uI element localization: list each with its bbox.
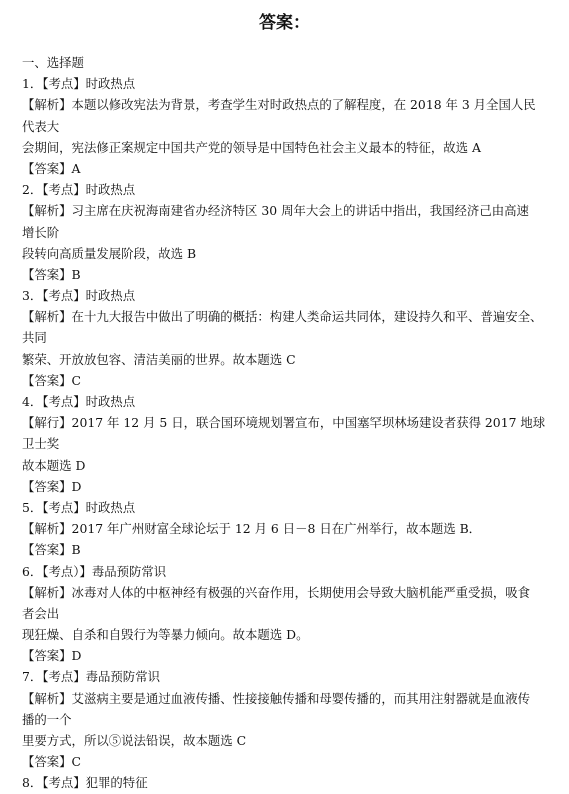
- question-block: [22, 285, 552, 391]
- answer-line: 【答案】C: [22, 372, 82, 388]
- question-point: 8．【考点】犯罪的特征: [22, 775, 148, 791]
- question-block: [22, 561, 552, 667]
- analysis-line: 段转向高质量发展阶段，故选 B: [22, 245, 197, 261]
- question-point: 7．【考点】毒品预防常识: [22, 669, 160, 685]
- analysis-line: 现狂燥、自杀和自毁行为等暴力倾向。故本题选 D。: [22, 627, 309, 643]
- answer-content: [22, 52, 552, 794]
- question-point: 2．【考点】时政热点: [22, 182, 136, 198]
- analysis-line: 卫士奖: [22, 436, 60, 452]
- question-point: 6．【考点）】毒品预防常识: [22, 563, 167, 579]
- analysis-line: 【解析】艾滋病主要是通过血液传播、性接接触传播和母婴传播的，而其用注射器就是血液传: [22, 690, 531, 706]
- question-point: 3．【考点】时政热点: [22, 288, 136, 304]
- answer-line: 【答案】C: [22, 754, 82, 770]
- question-block: [22, 666, 552, 772]
- analysis-line: 代表大: [22, 118, 60, 134]
- analysis-line: 【解行】2017 年 12 月 5 日，联合国环境规划署宣布，中国塞罕坝林场建设者获得 2017 地球: [22, 415, 546, 431]
- analysis-line: 者会出: [22, 605, 60, 621]
- analysis-line: 【解析】在十九大报告中做出了明确的概括：构建人类命运共同体，建设持久和平、普遍安全、: [22, 309, 543, 325]
- question-block: [22, 73, 552, 179]
- question-block: [22, 179, 552, 285]
- section-heading: 一、选择题: [22, 55, 84, 70]
- analysis-line: 增长阶: [22, 224, 60, 240]
- question-block: [22, 391, 552, 497]
- answer-line: 【答案】B: [22, 542, 81, 558]
- question-point: 5．【考点】时政热点: [22, 499, 136, 515]
- analysis-line: 共同: [22, 330, 47, 346]
- analysis-line: 【解析】本题以修改宪法为背景，考查学生对时政热点的了解程度，在 2018 年 3 月全国人民: [22, 97, 536, 113]
- answer-line: 【答案】A: [22, 160, 81, 176]
- question-point: 1．【考点】时政热点: [22, 76, 136, 92]
- page-title: 答案：: [259, 13, 310, 33]
- question-point: 4．【考点】时政热点: [22, 394, 136, 409]
- answer-line: 【答案】D: [22, 648, 82, 664]
- answer-line: 【答案】D: [22, 478, 82, 494]
- analysis-line: 【解析】2017 年广州财富全球论坛于 12 月 6 日－8 日在广州举行，故本题选 B．: [22, 521, 482, 537]
- analysis-line: 播的一个: [22, 711, 72, 727]
- question-block: [22, 497, 552, 561]
- analysis-line: 里要方式，所以⑤说法铅误，故本题选 C: [22, 733, 247, 748]
- analysis-line: 【解析】习主席在庆祝海南建省办经济特区 30 周年大会上的讲话中指出，我国经济己由高速: [22, 203, 529, 219]
- analysis-line: 故本题选 D: [22, 457, 86, 473]
- analysis-line: 会期间，宪法修正案规定中国共产党的领导是中国特色社会主义最本的特征，故选 A: [22, 139, 481, 155]
- analysis-line: 【解析】冰毒对人体的中枢神经有极强的兴奋作用，长期使用会导致大脑机能严重受损，吸食: [22, 584, 531, 600]
- answer-line: 【答案】B: [22, 266, 81, 282]
- analysis-line: 繁荣、开放放包容、清洁美丽的世界。故本题选 C: [22, 351, 296, 367]
